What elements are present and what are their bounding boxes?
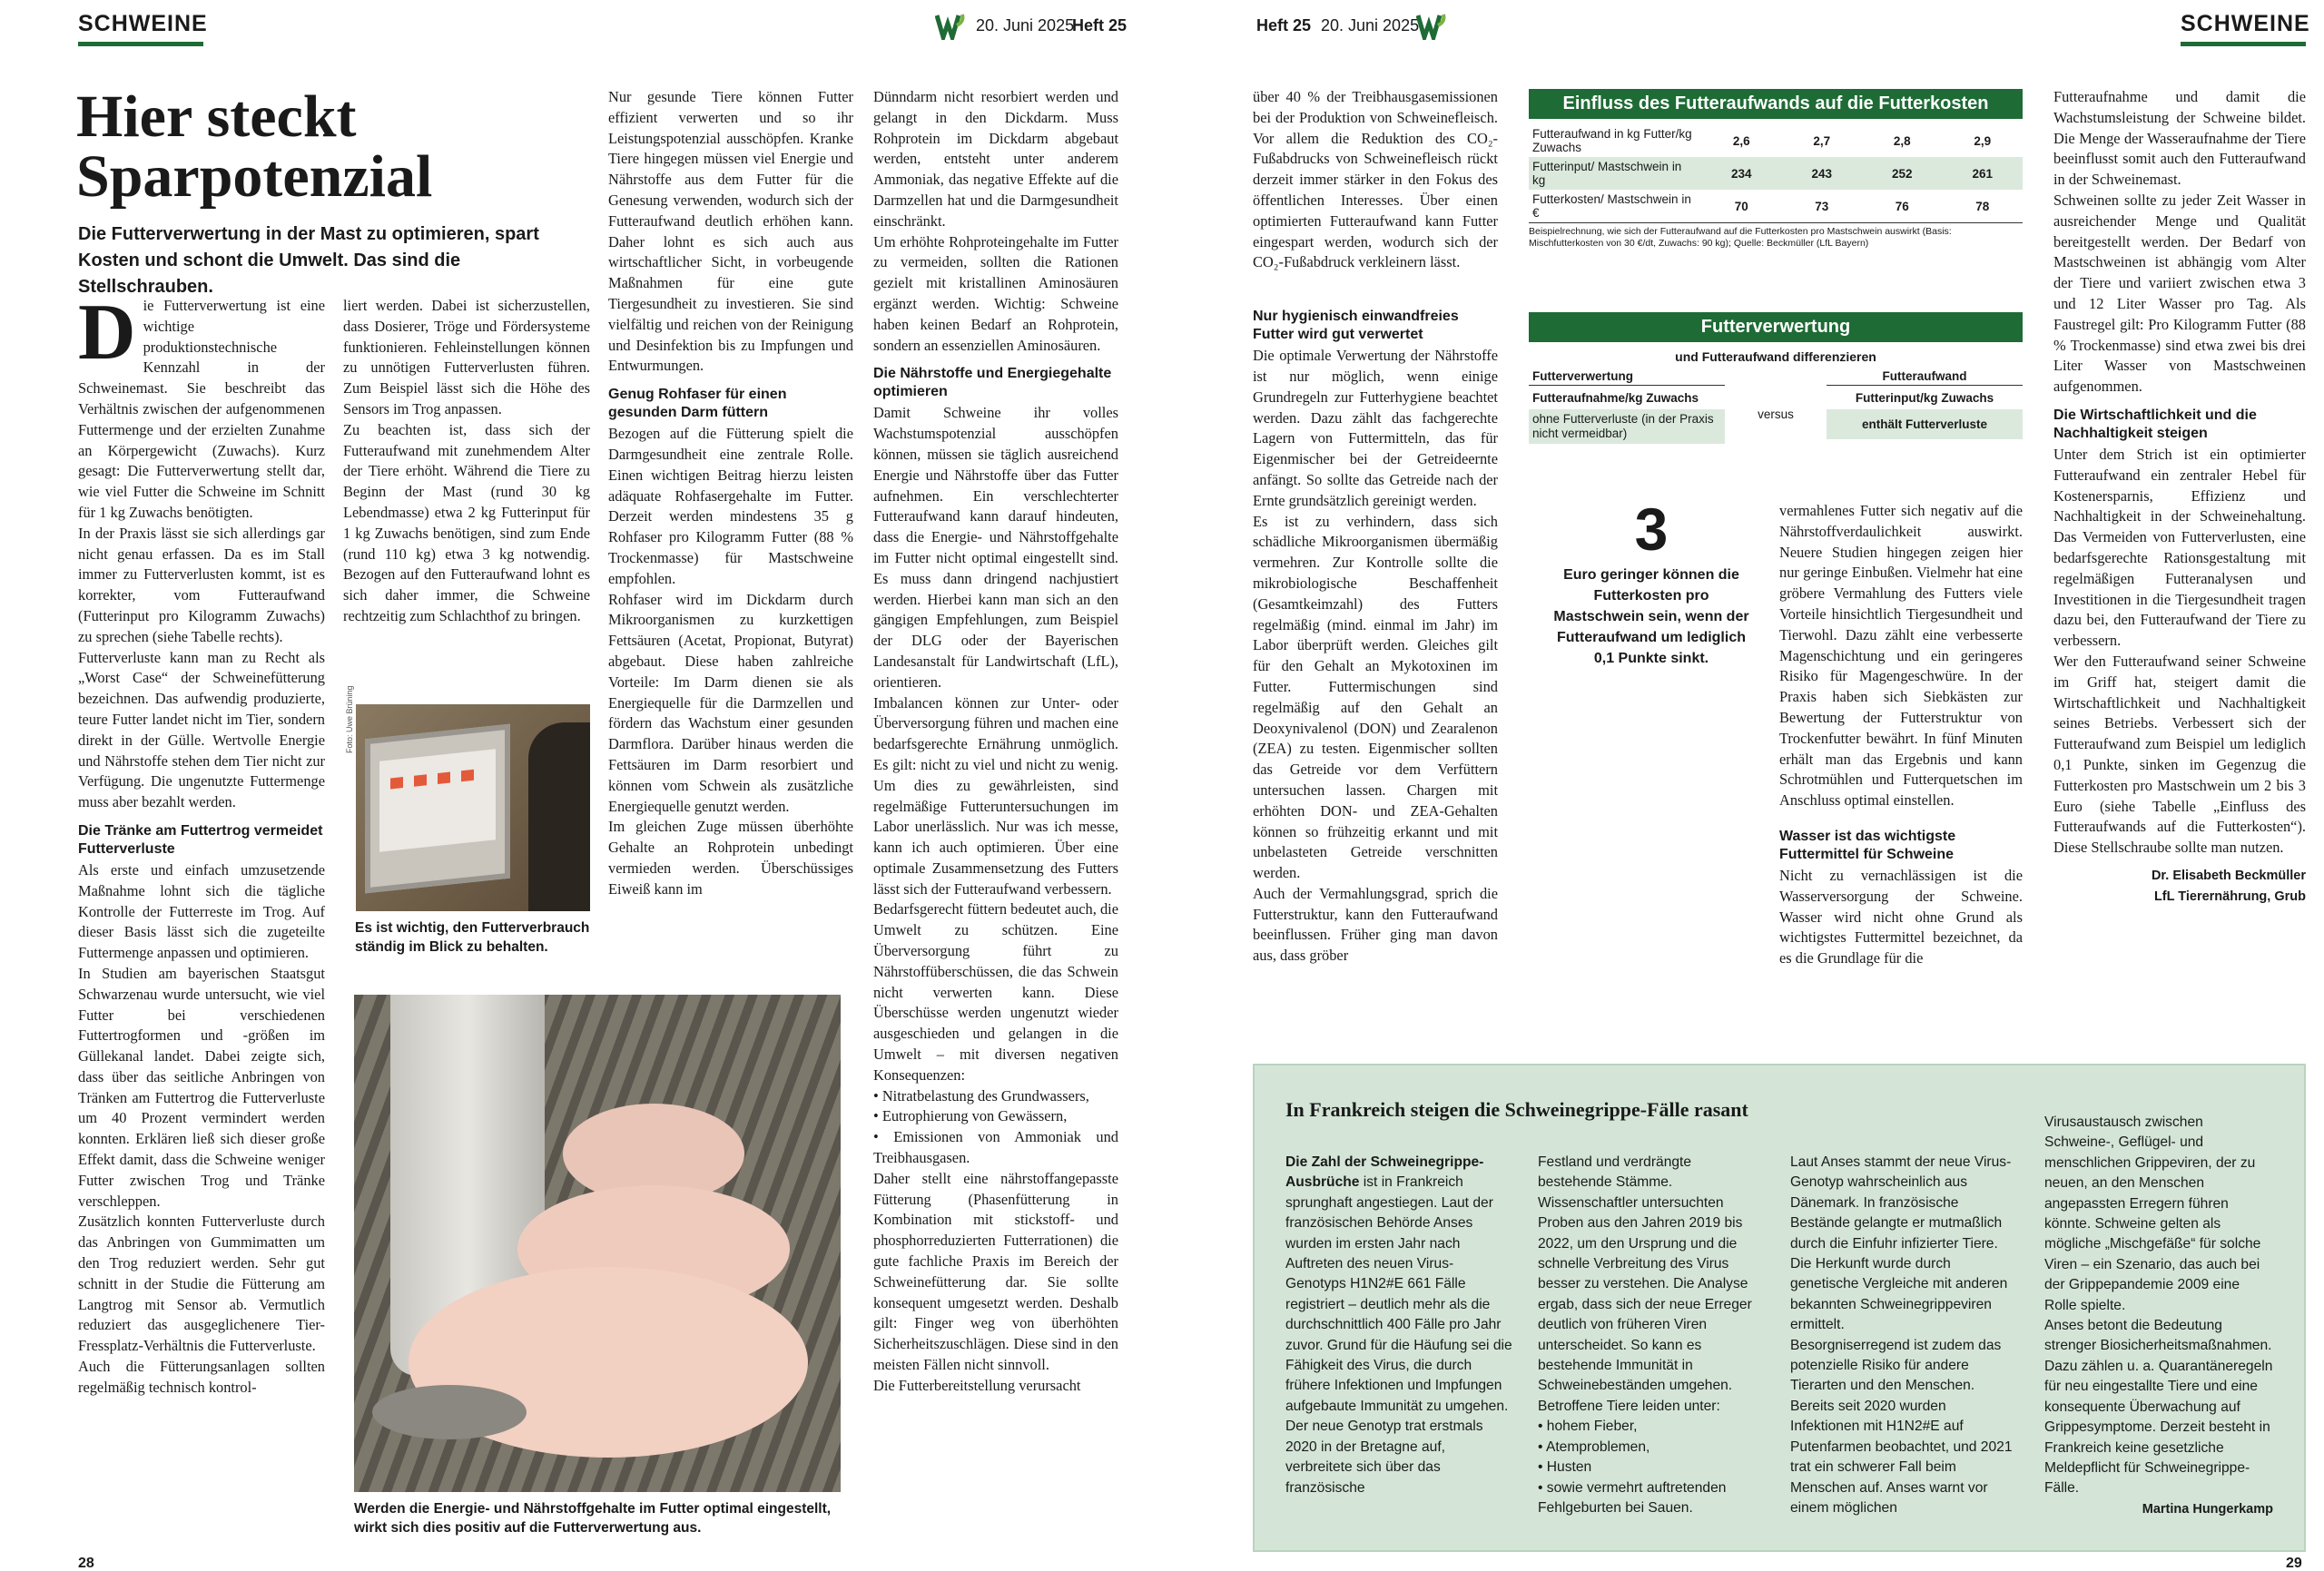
section-bar-right (2181, 42, 2306, 46)
header-date-right: 20. Juni 2025 (1321, 16, 1420, 34)
article-title (76, 83, 433, 210)
list-item: • Atemproblemen, (1538, 1438, 1767, 1458)
subheading: Die Tränke am Futtertrog vermeidet Futterverluste (78, 822, 323, 857)
section-bar-left (78, 42, 203, 46)
box-title: In Frankreich steigen die Schweinegrippe-Fälle rasant (1285, 1098, 1748, 1121)
subheading: Die Wirtschaftlichkeit und die Nachhaltigkeit steigen (2053, 407, 2257, 441)
person-silhouette (528, 722, 590, 911)
computer-screen (365, 724, 510, 894)
box-column-2: Festland und verdrängte bestehende Stämme. Wissenschaftler untersuchten Proben aus den Jahren 2019 bis 2022, um den Ursprung und die schnelle Verbreitung des Virus besser zu verstehen. Die Analyse ergab, dass sich der neue Erreger deutlich von früheren Viren unterscheidet. So kann es bestehende Immunität in Schweinebeständen umgehen. Betroffene Tiere leiden unter: • hohem Fieber, • Atemproblemen, • Husten • sowie vermehrt auftretenden Fehlgeburten bei Sauen. (1538, 1153, 1767, 1518)
wochenblatt-logo-icon (1416, 13, 1447, 40)
header-issue-left: Heft 25 (1072, 16, 1128, 34)
subheading: Die Nährstoffe und Energiegehalte optimieren (873, 366, 1112, 400)
table-futterverwertung (1529, 312, 2023, 440)
list-item: • Emissionen von Ammoniak und Treibhausgasen. (873, 1127, 1118, 1169)
table-note: Beispielrechnung, wie sich der Futteraufwand auf die Futterkosten pro Mastschwein auswirkt (Basis: Mischfutterkosten von 30 €/dt, Zuwachs: 90 kg); Quelle: Beckmüller (LfL Bayern) (1529, 222, 2023, 250)
header-date-left: 20. Juni 2025 (976, 16, 1075, 34)
caption-2: Werden die Energie- und Nährstoffgehalte im Futter optimal eingestellt, wirkt sich dies positiv auf die Futterverwertung aus. (354, 1501, 832, 1536)
photo-credit: Foto: Uwe Brüning (345, 685, 354, 753)
subheading: Wasser ist das wichtigste Futtermittel für Schweine (1779, 828, 1956, 862)
box-column-4: Virusaustausch zwischen Schweine-, Geflügel- und menschlichen Grippeviren, der zu neuen, an den Menschen angepassten Erregern führen könnte. Schweine gelten als mögliche „Mischgefäße“ für solche Viren – ein Szenario, das auch bei der Grippepandemie 2009 eine Rolle spielte. Anses betont die Bedeutung strenger Biosicherheitsmaßnahmen. Dazu zählen u. a. Quarantäneregeln für neu eingestallte Tiere und eine konsequente Überwachung auf Grippesymptome. Derzeit besteht in Frankreich keine gesetzliche Meldepflicht für Schweinegrippe-Fälle. Martina Hungerkamp (2044, 1113, 2273, 1519)
page-number-left: 28 (78, 1556, 94, 1571)
big-number-text: Euro geringer können die Futterkosten pro Mastschwein sein, wenn der Futteraufwand um lediglich 0,1 Punkte sinkt. (1553, 567, 1749, 666)
column-2: liert werden. Dabei ist sicherzustellen, dass Dosierer, Tröge und Fördersysteme funktionieren. Fehleinstellungen können zu unnötigen Futterverlusten führen. Zum Beispiel lässt sich die Höhe des Sensors im Trog anpassen. Zu beachten ist, dass sich der Futteraufwand mit zunehmendem Alter der Tiere erhöht. Während die Tiere zu Beginn der Mast (rund 30 kg Lebendmasse) etwa 2 kg Futterinput für 1 kg Zuwachs benötigen, sind zum Ende (rund 110 kg) etwa 3 kg notwendig. Bezogen auf den Futteraufwand lohnt es sich daher immer, die Schweine rechtzeitig zum Schlachthof zu bringen. (343, 297, 590, 624)
author-name: Dr. Elisabeth Beckmüller (2151, 868, 2306, 883)
head-futterverwertung: Futterverwertung (1529, 368, 1725, 386)
title-line-2: Sparpotenzial (76, 143, 433, 210)
symptom-list (1538, 1417, 1767, 1518)
box-column-1: Die Zahl der Schweinegrippe-Ausbrüche ist in Frankreich sprunghaft angestiegen. Laut der französischen Behörde Anses wurden im ersten Jahr nach Auftreten des neuen Virus-Genotyps H1N2#E 661 Fälle registriert – deutlich mehr als die durchschnittlich 400 Fälle pro Jahr zuvor. Grund für die Häufung sei die Fähigkeit des Virus, die durch frühere Infektionen und Impfungen aufgebaute Immunität zu umgehen. Der neue Genotyp trat erstmals 2020 in der Bretagne auf, verbreitete sich über das französische (1285, 1154, 1512, 1496)
row-futteraufnahme: Futteraufnahme/kg Zuwachs (1532, 391, 1699, 405)
list-item: • sowie vermehrt auftretenden Fehlgeburten bei Sauen. (1538, 1478, 1767, 1519)
page-number-right: 29 (2286, 1556, 2302, 1571)
list-item: • hohem Fieber, (1538, 1417, 1767, 1437)
table-futterkosten (1529, 89, 2023, 250)
drop-cap: D (78, 289, 136, 377)
table-title: Futterverwertung (1529, 312, 2023, 342)
list-item: • Husten (1538, 1458, 1767, 1478)
box-column-3: Laut Anses stammt der neue Virus-Genotyp wahrscheinlich aus Dänemark. In französische Bestände gelangte er mutmaßlich durch die Einfuhr infizierter Tiere. Die Herkunft wurde durch genetische Vergleiche mit anderen bekannten Schweinegrippeviren ermittelt. Besorgniserregend ist zudem das potenzielle Risiko für andere Tierarten und den Menschen. Bereits seit 2020 wurden Infektionen mit H1N2#E auf Putenfarmen beobachtet, und 2021 trat ein schwerer Fall beim Menschen auf. Anses warnt vor einem möglichen (1790, 1154, 2013, 1516)
list-item: • Eutrophierung von Gewässern, (873, 1106, 1118, 1127)
row-enthaelt-verluste: enthält Futterverluste (1827, 409, 2023, 439)
section-label-left: SCHWEINE (78, 11, 208, 36)
table-title: Einfluss des Futteraufwands auf die Futterkosten (1529, 89, 2023, 119)
photo-pigs-feeder (354, 995, 841, 1492)
column-4: Dünndarm nicht resorbiert werden und gelangt in den Dickdarm. Muss Rohprotein im Dickdarm abgebaut werden, entsteht unter anderem Ammoniak, das negative Effekte auf die Darmzellen hat und die Darmgesundheit einschränkt. Um erhöhte Rohproteingehalte im Futter zu vermeiden, sollten die Rationen gezielt mit kristallinen Aminosäuren ergänzt werden. Wichtig: Schweine haben keinen Bedarf an Rohprotein, sondern an essenziellen Aminosäuren. Die Nährstoffe und Energiegehalte optimieren Damit Schweine ihr volles Wachstumspotenzial ausschöpfen können, müssen sie täglich ausreichend Energie und Nährstoffe über das Futter aufnehmen. Ein verschlechterter Futteraufwand kann darauf hindeuten, dass die Energie- und Nährstoffgehalte im Futter nicht optimal eingestellt sind. Es muss dann dringend nachjustiert werden. Hierbei kann man sich an den gängigen Empfehlungen, zum Beispiel der DLG oder der Bayerischen Landesanstalt für Landwirtschaft (LfL), orientieren. Imbalancen können zur Unter- oder Überversorgung führen und machen eine bedarfsgerechte Ernährung unmöglich. Es gilt: nicht zu viel und nicht zu wenig. Um dies zu gewährleisten, sind regelmäßige Futteruntersuchungen im Labor unerlässlich. Nur was ich messe, kann ich auch optimieren. Über eine optimale Zusammensetzung des Futters lässt sich der Futteraufwand verbessern. Bedarfsgerecht füttern bedeutet auch, die Umwelt zu schützen. Eine Überversorgung führt zu Nährstoffüberschüssen, die das Schwein nicht verwerten kann. Diese Überschüsse werden ungenutzt wieder ausgeschieden und gelangen in die Umwelt – mit diversen negativen Konsequenzen: • Nitratbelastung des Grundwassers, • Eutrophierung von Gewässern, • Emissionen von Ammoniak und Treibhausgasen. Daher stellt eine nährstoffangepasste Fütterung (Phasenfütterung in Kombination mit stickstoff- und phosphorreduzierten Futterrationen) die gute fachliche Praxis im Bereich der Schweinefütterung dar. Sie sollte konsequent umgesetzt werden. Deshalb gilt: Finger weg von überhöhten Sicherheitszuschlägen. Diese sind in den meisten Fällen nicht sinnvoll. Die Futterbereitstellung verursacht (873, 87, 1118, 1397)
box-author: Martina Hungerkamp (2142, 1501, 2273, 1517)
column-1: Die Futterverwertung ist eine wichtige produktionstechnische Kennzahl in der Schweinemast. Sie beschreibt das Verhältnis zwischen der aufgenommenen Futtermenge und der erzielten Zunahme an Körpergewicht (Zuwachs). Kurz gesagt: Die Futterverwertung stellt dar, wie viel Futter die Schweine im Schnitt für 1 kg Zuwachs benötigten. In der Praxis lässt sie sich allerdings gar nicht genau erfassen. Da es im Stall immer zu Futterverlusten kommt, ist es korrekter, vom Futteraufwand (Futterinput pro Kilogramm Zuwachs) zu sprechen (siehe Tabelle rechts). Futterverluste kann man zu Recht als „Worst Case“ der Schweinefütterung bezeichnen. Das aufwendig produzierte, teure Futter landet nicht im Tier, sondern direkt in der Gülle. Wertvolle Energie und Nährstoffe stehen dem Tier nicht zur Verfügung. Die ungenutzte Futtermenge muss aber bezahlt werden. Die Tränke am Futtertrog vermeidet Futterverluste Als erste und einfach umzusetzende Maßnahme lohnt sich die tägliche Kontrolle der Futterreste im Trog. Auf dieser Basis lässt sich die zugeteilte Futtermenge anpassen und optimieren. In Studien am bayerischen Staatsgut Schwarzenau wurde untersucht, wie viel Futter bei verschiedenen Futtertrogformen und -größen im Güllekanal landet. Dabei zeigte sich, dass über das seitliche Anbringen von Tränken am Futtertrog die Futterverluste um 40 Prozent vermindert werden konnten. Erklären ließ sich dieser große Effekt damit, dass die Schweine weniger Futter zwischen Trog und Tränke verschleppen. Zusätzlich konnten Futterverluste durch das Anbringen von Gummimatten um den Trog reduziert werden. Sehr gut schnitt in der Studie die Fütterung am Langtrog mit Sensor ab. Vermutlich reduziert das ausgeglichenere Tier-Fressplatz-Verhältnis die Futterverluste. Auch die Fütterungsanlagen sollten regelmäßig technisch kontrol- (78, 289, 325, 1396)
trough (372, 1385, 527, 1439)
column-3: Nur gesunde Tiere können Futter effizient verwerten und so ihr Leistungspotenzial ausschöpfen. Kranke Tiere hingegen müssen viel Energie und Nährstoffe aus dem Futter für die Genesung verwenden, wodurch sich der Futteraufwand deutlich erhöhen kann. Daher lohnt es sich auch aus wirtschaftlicher Sicht, in vorbeugende Maßnahmen für eine gute Tiergesundheit zu investieren. Sie sind vielfältig und reichen von der Reinigung und Desinfektion bis zu Impfungen und Entwurmungen. Genug Rohfaser für einen gesunden Darm füttern Bezogen auf die Fütterung spielt die Darmgesundheit eine zentrale Rolle. Einen wichtigen Beitrag hierzu leisten adäquate Rohfasergehalte im Futter. Derzeit werden mindestens 35 g Rohfaser pro Kilogramm Futter (88 % Trockenmasse) für Mastschweine empfohlen. Rohfaser wird im Dickdarm durch Mikroorganismen zu kurzkettigen Fettsäuren (Acetat, Propionat, Butyrat) abgebaut. Diese haben zahlreiche Vorteile: Im Darm dienen sie als Energiequelle für die Darmzellen und fördern das Wachstum einer gesunden Darmflora. Darüber hinaus werden die Fettsäuren im Darm resorbiert und können vom Schwein als zusätzliche Energiequelle genutzt werden. Im gleichen Zuge müssen überhöhte Gehalte an Rohprotein unbedingt vermieden werden. Überschüssiges Eiweiß kann im (608, 88, 853, 898)
title-line-1: Hier steckt (76, 83, 357, 150)
table-row: Futterkosten/ Mastschwein in € 70 73 76 78 (1532, 192, 1990, 220)
news-box (1253, 1064, 2306, 1552)
column-5: über 40 % der Treibhausgasemissionen bei der Produktion von Schweinefleisch. Vor allem die Reduktion des CO₂-Fußabdrucks von Schweinefleisch rückt derzeit immer stärker in den Fokus des öffentlichen Interesses. Über einen optimierten Futteraufwand kann Futter eingespart werden, wodurch sich der CO₂-Fußabdruck verkleinern lässt. Nur hygienisch einwandfreies Futter wird gut verwertet Die optimale Verwertung der Nährstoffe ist nur möglich, wenn einige Grundregeln zur Futterhygiene beachtet werden. Dazu zählt das fachgerechte Lagern von Futtermitteln, das für Eigenmischer bei der Getreideernte anfängt. So sollte das Getreide nach der Ernte grundsätzlich gereinigt werden. Es ist zu verhindern, dass sich schädliche Mikroorganismen übermäßig vermehren. Zur Kontrolle sollte die mikrobiologische Beschaffenheit (Gesamtkeimzahl) des Futters regelmäßig (mind. einmal im Jahr) im Labor überprüft werden. Gleiches gilt für den Gehalt an Mykotoxinen im Futter. Futtermischungen sind regelmäßig auf den Gehalt an Deoxynivalenol (DON) und Zearalenon (ZEA) zu testen. Eigenmischer sollten das Getreide vor dem Verfüttern untersuchen lassen. Chargen mit erhöhten DON- und ZEA-Gehalten können so frühzeitig erkannt und mit unbelasteten Getreide verschnitten werden. Auch der Vermahlungsgrad, sprich die Futterstruktur, kann den Futteraufwand beeinflussen. Früher ging man davon aus, dass gröber (1253, 88, 1498, 965)
subheading: Nur hygienisch einwandfreies Futter wird gut verwertet (1253, 309, 1459, 343)
header-issue-right: Heft 25 (1256, 16, 1312, 34)
versus-label: versus (1758, 407, 1794, 421)
table-subtitle: und Futteraufwand differenzieren (1675, 349, 1876, 364)
photo-feeding-computer (356, 704, 590, 911)
article-lead: Die Futterverwertung in der Mast zu optimieren, spart Kosten und schont die Umwelt. Das sind die Stellschrauben. (78, 224, 539, 297)
author-org: LfL Tierernährung, Grub (2153, 889, 2306, 904)
table-row: Futteraufwand in kg Futter/kg Zuwachs 2,6 2,7 2,8 2,9 (1532, 127, 1992, 154)
wochenblatt-logo-icon (935, 13, 966, 40)
subheading: Genug Rohfaser für einen gesunden Darm füttern (608, 387, 787, 421)
row-ohne-verluste: ohne Futterverluste (in der Praxis nicht vermeidbar) (1529, 409, 1725, 444)
table-row: Futterinput/ Mastschwein in kg 234 243 252 261 (1529, 157, 2023, 190)
section-label-right: SCHWEINE (2181, 11, 2310, 36)
row-futterinput: Futterinput/kg Zuwachs (1855, 391, 1994, 405)
list-item: • Nitratbelastung des Grundwassers, (873, 1086, 1118, 1107)
consequence-list (873, 1086, 1118, 1169)
column-7: Futteraufnahme und damit die Wachstumsleistung der Schweine bildet. Die Menge der Wasseraufnahme der Tiere beeinflusst somit auch den Futteraufwand in der Schweinemast. Schweinen sollte zu jeder Zeit Wasser in ausreichender Menge und Qualität bereitgestellt werden. Der Bedarf von Mastschweinen ist abhängig vom Alter der Tiere und variiert zwischen etwa 3 und 12 Liter Wasser pro Tag. Als Faustregel gilt: Pro Kilogramm Futter (88 % Trockenmasse) sind etwa zwei bis drei Liter Wasser von Mastschweinen aufgenommen. Die Wirtschaftlichkeit und die Nachhaltigkeit steigen Unter dem Strich ist ein optimierter Futteraufwand ein zentraler Hebel für Kostenersparnis, Effizienz und Nachhaltigkeit in der Schweinehaltung. Das Vermeiden von Futterverlusten, eine bedarfsgerechte Rationsgestaltung mit regelmäßigen Futteranalysen und Investitionen in die Tiergesundheit tragen dazu bei, den Futteraufwand der Tiere zu verbessern. Wer den Futteraufwand seiner Schweine im Griff hat, steigert damit die Wirtschaftlichkeit und Nachhaltigkeit seines Betriebs. Verbessert sich der Futteraufwand zum Beispiel um lediglich 0,1 Punkte, sinken im Gegenzug die Futterkosten pro Mastschwein um 2 bis 3 Euro (siehe Tabelle „Einfluss des Futteraufwands auf die Futterkosten“). Diese Stellschraube sollte man nutzen. Dr. Elisabeth Beckmüller LfL Tierernährung, Grub (2053, 87, 2306, 907)
big-number: 3 (1634, 496, 1669, 563)
column-6: vermahlenes Futter sich negativ auf die Nährstoffverdaulichkeit auswirkt. Neuere Studien hingegen zeigen hier nur geringe Einbußen. Vielmehr hat eine gröbere Vermahlung des Futters viele Vorteile hinsichtlich Tiergesundheit und Tierwohl. Dazu zählt eine verbesserte Magenschichtung und ein geringeres Risiko für Magengeschwüre. In der Praxis haben sich Siebkästen zur Bewertung der Futterstruktur von Trockenfutter bewährt. In fünf Minuten erhält man das Ergebnis und kann Schrotmühlen und Futterquetschen im Anschluss optimal einstellen. Wasser ist das wichtigste Futtermittel für Schweine Nicht zu vernachlässigen ist die Wasserversorgung der Schweine. Wasser wird nicht ohne Grund als wichtigstes Futtermittel bezeichnet, da es die Grundlage für die (1779, 502, 2023, 967)
caption-1: Es ist wichtig, den Futterverbrauch ständig im Blick zu behalten. (355, 920, 590, 955)
table-body (1529, 124, 2023, 222)
head-futteraufwand: Futteraufwand (1827, 368, 2023, 386)
